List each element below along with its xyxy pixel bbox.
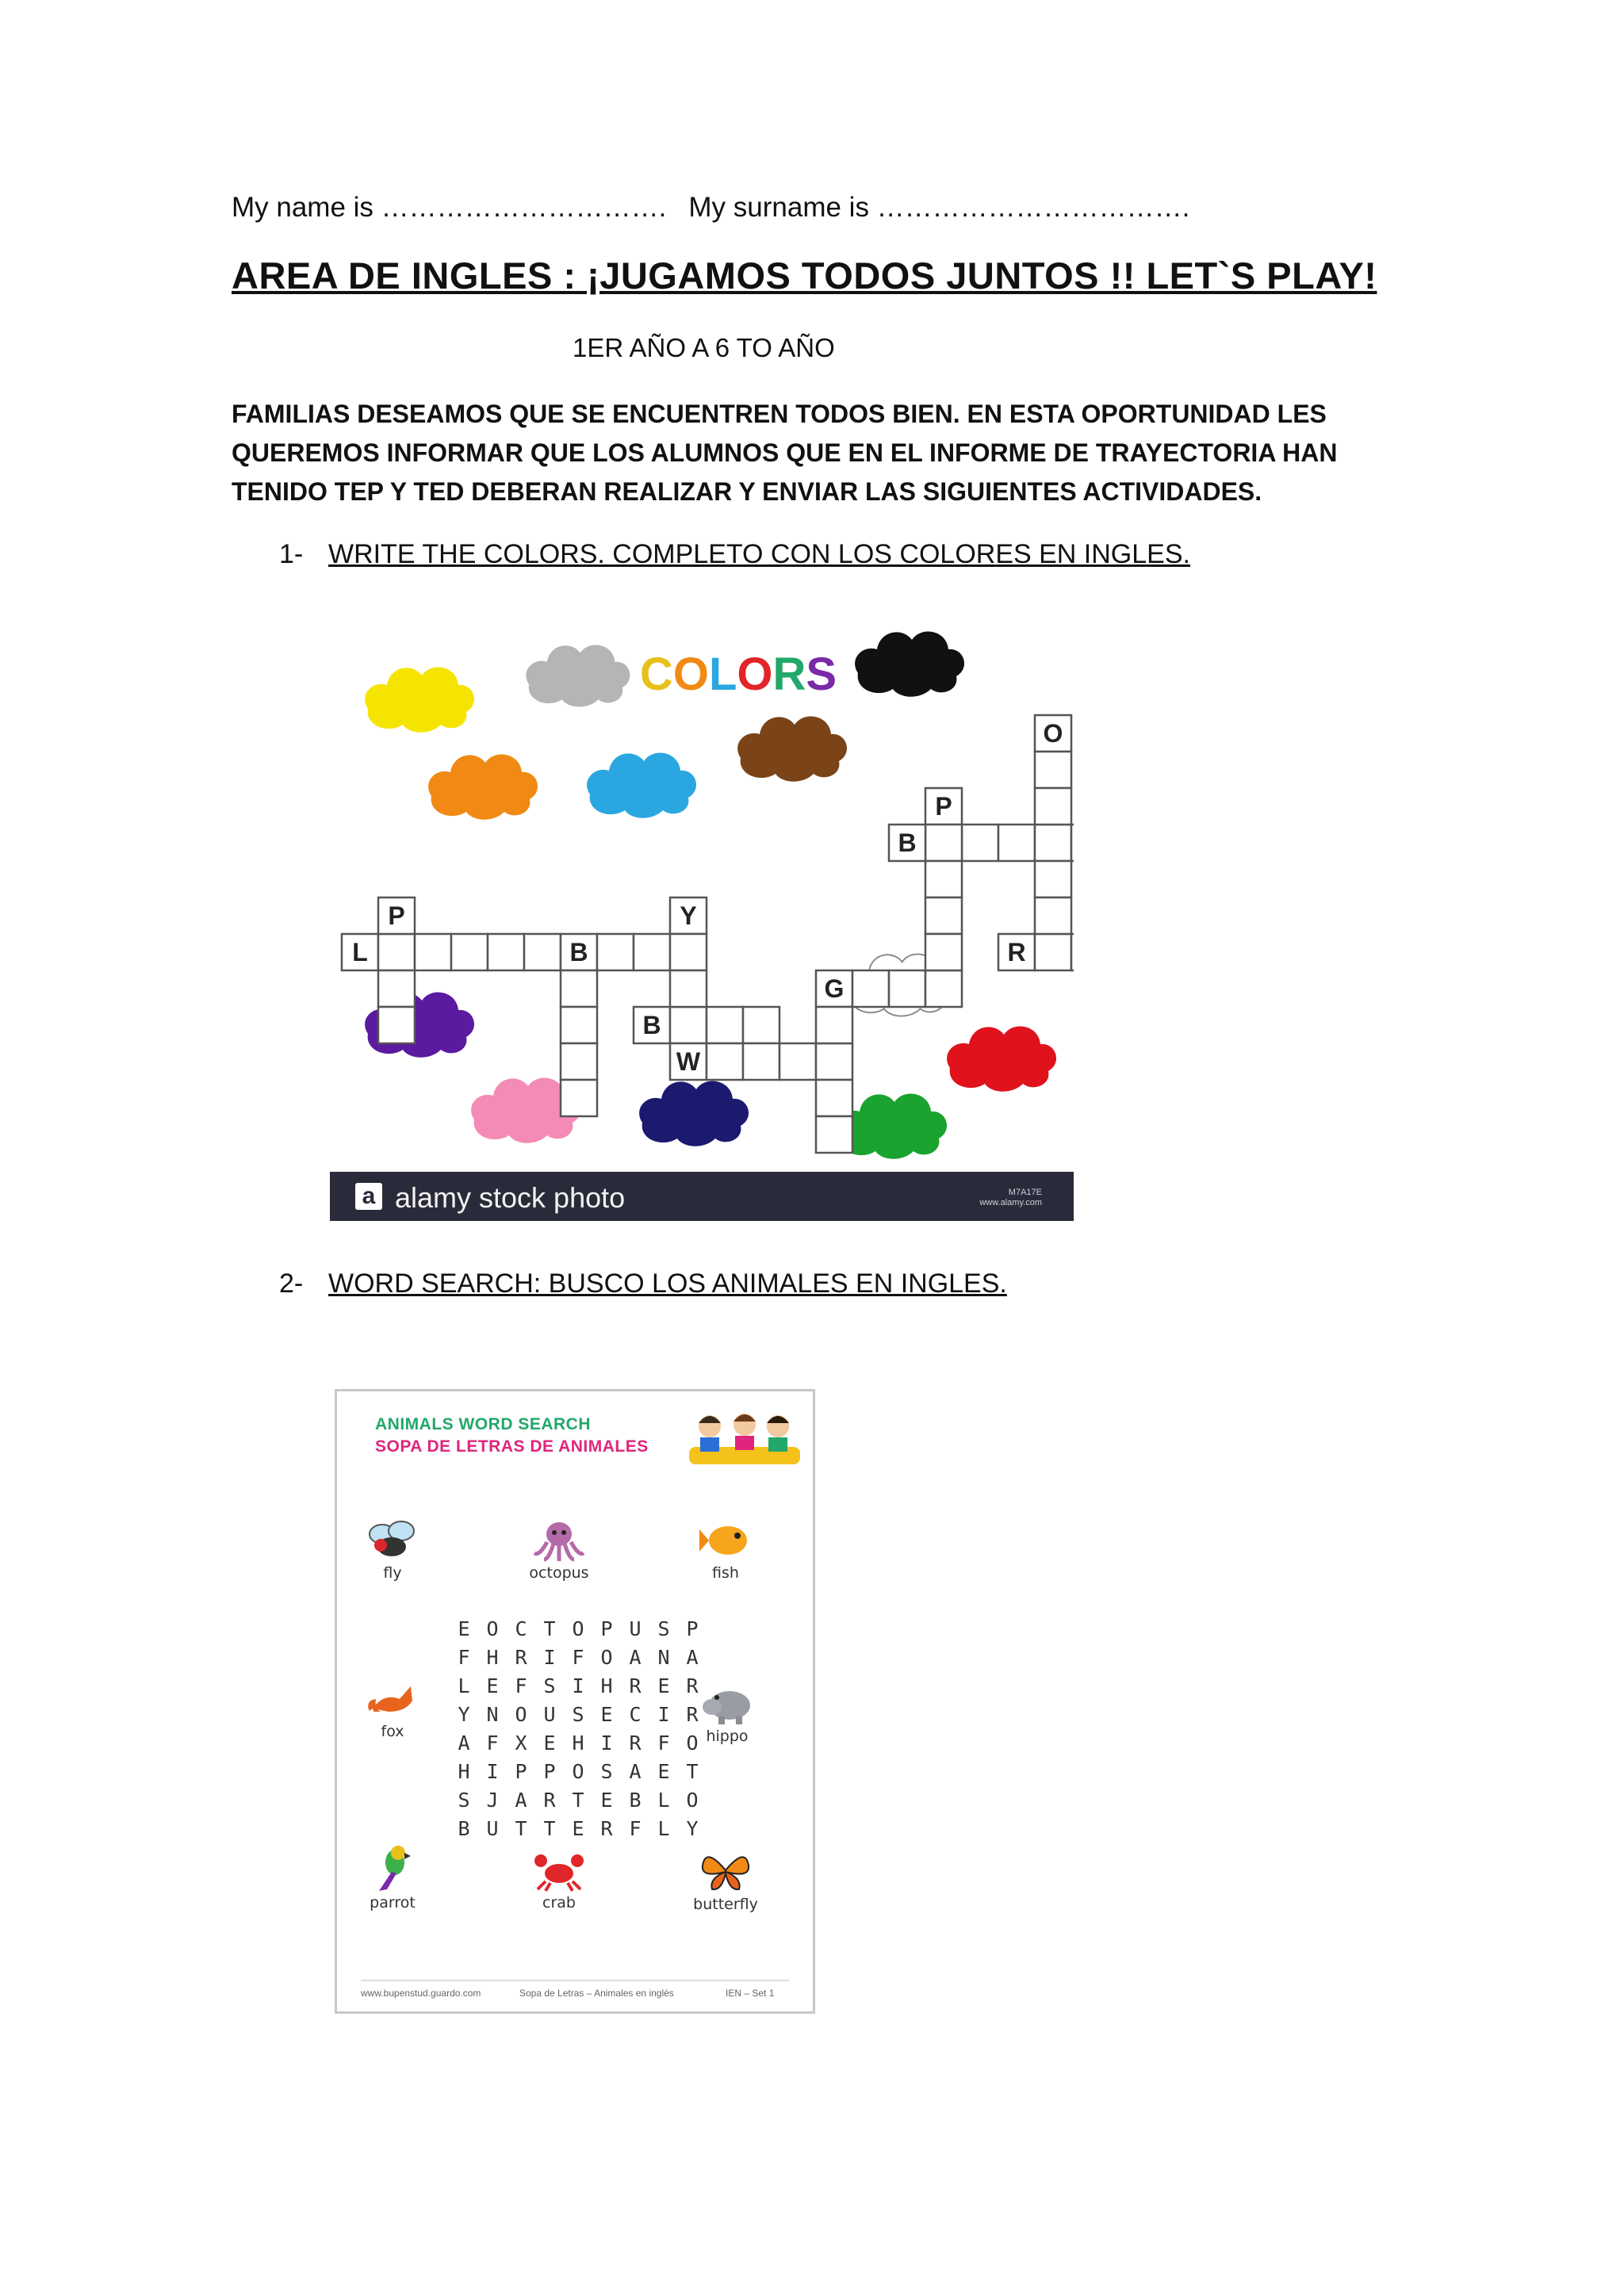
color-cloud [526,645,630,706]
grid-letter[interactable]: A [629,1760,642,1783]
grid-letter[interactable]: I [600,1732,613,1755]
grid-letter[interactable]: P [686,1617,699,1640]
crossword-clue-letter: P [935,792,952,821]
activity-1-number: 1- [279,539,304,569]
grid-letter[interactable]: R [543,1789,556,1812]
crossword-cell[interactable] [816,1043,852,1080]
activity-2-text: WORD SEARCH: BUSCO LOS ANIMALES EN INGLES. [328,1269,1007,1299]
parrot-icon [365,1843,420,1892]
crossword-cell[interactable] [816,1080,852,1116]
watermark-text: alamy stock photo [395,1181,626,1214]
grid-row [450,1615,707,1644]
crossword-clue-letter: B [898,828,917,857]
crossword-cell[interactable] [451,934,488,970]
surname-field-label[interactable]: My surname is ……………………………. [688,192,1190,223]
crossword-cell[interactable] [889,970,925,1007]
animal-fox [345,1677,440,1740]
crossword-cell[interactable] [378,934,415,970]
grid-letter[interactable]: F [515,1674,527,1697]
color-cloud [587,753,696,818]
octopus-icon [531,1518,587,1563]
fish-label: fish [712,1564,739,1582]
grid-letter[interactable]: O [515,1703,527,1726]
crab-label: crab [542,1894,576,1911]
animal-octopus [511,1518,607,1582]
grid-letter[interactable]: E [458,1617,470,1640]
grid-letter[interactable]: N [657,1646,670,1669]
crossword-cell[interactable] [1035,788,1071,825]
crab-icon [531,1848,587,1892]
grid-letter[interactable]: A [515,1789,527,1812]
octopus-label: octopus [529,1564,589,1582]
grid-letter[interactable]: E [657,1674,670,1697]
grid-letter[interactable]: C [515,1617,527,1640]
grid-letter[interactable]: J [486,1789,499,1812]
activity-2-number: 2- [279,1269,304,1299]
grid-letter[interactable]: F [657,1732,670,1755]
grid-letter[interactable]: E [600,1703,613,1726]
crossword-cell[interactable] [707,1007,743,1043]
color-cloud [428,755,538,820]
wordsearch-title-en: ANIMALS WORD SEARCH [375,1415,591,1433]
crossword-cell[interactable] [670,1007,707,1043]
grid-row [450,1815,707,1843]
grid-letter[interactable]: A [629,1646,642,1669]
crossword-cell[interactable] [816,1007,852,1043]
crossword-cell[interactable] [962,825,998,861]
animal-fly [345,1518,440,1582]
footer-code: IEN – Set 1 [726,1988,775,1999]
grid-letter[interactable]: I [572,1674,584,1697]
crossword-cell[interactable] [1035,861,1071,897]
grid-letter[interactable]: H [600,1674,613,1697]
intro-paragraph: FAMILIAS DESEAMOS QUE SE ENCUENTREN TODOS BIEN. EN ESTA OPORTUNIDAD LES QUEREMOS INFORMAR QUE LOS ALUMNOS QUE EN EL INFORME DE TRAYECTORIA HAN TENIDO TEP Y TED DEBERAN REALIZAR Y ENVIAR LAS SIGUIENTES ACTIVIDADES. [232,400,1338,506]
parrot-label: parrot [370,1894,416,1911]
crossword-cell[interactable] [707,1043,743,1080]
grid-letter[interactable]: F [486,1732,499,1755]
crossword-cell[interactable] [743,1007,779,1043]
fly-icon [365,1518,420,1563]
heading-letter: O [672,649,709,700]
watermark-bar [330,1172,1074,1221]
crossword-cell[interactable] [597,934,634,970]
heading-letter: S [806,649,837,700]
crossword-svg [330,610,1074,1172]
crossword-cell[interactable] [925,825,962,861]
fish-icon [698,1518,753,1563]
grid-letter[interactable]: B [458,1817,470,1840]
student-info-line [232,192,1189,224]
butterfly-icon [698,1846,753,1894]
crossword-cell[interactable] [561,1080,597,1116]
activity-1-text: WRITE THE COLORS. COMPLETO CON LOS COLORES EN INGLES. [328,539,1190,569]
color-cloud [855,632,964,697]
grid-letter[interactable]: E [486,1674,499,1697]
crossword-cell[interactable] [524,934,561,970]
hippo-label: hippo [706,1728,749,1745]
grid-letter[interactable]: R [629,1674,642,1697]
crossword-cell[interactable] [1035,752,1071,788]
crossword-cell[interactable] [488,934,524,970]
grid-letter[interactable]: S [458,1789,470,1812]
grid-letter[interactable]: O [686,1732,699,1755]
grid-letter[interactable]: U [543,1703,556,1726]
grid-letter[interactable]: S [657,1617,670,1640]
crossword-cell[interactable] [378,970,415,1007]
crossword-heading [640,649,837,700]
crossword-cell[interactable] [998,825,1035,861]
watermark-id [979,1188,1042,1208]
grid-letter[interactable]: O [572,1760,584,1783]
grid-letter[interactable]: P [600,1617,613,1640]
footer-site: www.bupenstud.guardo.com [361,1988,481,1999]
grid-row [450,1644,707,1672]
grid-letter[interactable]: I [486,1760,499,1783]
grid-row [450,1672,707,1701]
heading-letter: L [708,649,737,700]
grid-letter[interactable]: A [458,1732,470,1755]
crossword-cell[interactable] [561,1007,597,1043]
grid-row [450,1729,707,1758]
crossword-cell[interactable] [670,970,707,1007]
crossword-cell[interactable] [925,970,962,1007]
crossword-cell[interactable] [925,934,962,970]
grid-letter[interactable]: O [686,1789,699,1812]
wordsearch-title-es: SOPA DE LETRAS DE ANIMALES [375,1437,649,1456]
grid-letter[interactable]: E [572,1817,584,1840]
crossword-clue-letter: L [352,938,368,966]
grid-letter[interactable]: F [572,1646,584,1669]
grid-letter[interactable]: I [657,1703,670,1726]
crossword-cell[interactable] [1071,825,1074,861]
grid-letter[interactable]: O [572,1617,584,1640]
grid-letter[interactable]: T [543,1817,556,1840]
hippo-icon [699,1682,755,1726]
crossword-cell[interactable] [1035,934,1071,970]
color-cloud [837,1094,947,1159]
color-cloud [737,717,847,782]
animal-fish [678,1518,773,1582]
grid-letter[interactable]: T [543,1617,556,1640]
animal-butterfly [678,1846,773,1913]
grid-letter[interactable]: A [686,1646,699,1669]
heading-letter: O [737,649,773,700]
grid-letter[interactable]: F [629,1817,642,1840]
page-title: AREA DE INGLES : ¡JUGAMOS TODOS JUNTOS !! LET`S PLAY! [232,254,1377,297]
grid-letter[interactable]: T [572,1789,584,1812]
crossword-clue-letter: O [1043,719,1063,748]
watermark-image-id: M7A17E [1008,1188,1042,1197]
grid-letter[interactable]: I [543,1646,556,1669]
crossword-clue-letter: W [676,1047,701,1076]
crossword-clue-letter: P [388,901,405,930]
grid-letter[interactable]: E [600,1789,613,1812]
grid-row [450,1758,707,1786]
grid-letter[interactable]: O [600,1646,613,1669]
grid-letter[interactable]: U [486,1817,499,1840]
crossword-cell[interactable] [816,1116,852,1153]
crossword-cell[interactable] [743,1043,779,1080]
grid-letter[interactable]: P [515,1760,527,1783]
grid-letter[interactable]: L [458,1674,470,1697]
butterfly-label: butterfly [693,1896,758,1913]
crossword-clue-letter: Y [680,901,697,930]
crossword-cell[interactable] [1071,934,1074,970]
grid-letter[interactable]: N [486,1703,499,1726]
fox-label: fox [381,1723,404,1740]
grid-letter[interactable]: R [686,1703,699,1726]
alamy-logo: a [355,1183,382,1210]
grid-letter[interactable]: X [515,1732,527,1755]
crossword-cell[interactable] [561,1043,597,1080]
grid-letter[interactable]: S [600,1760,613,1783]
grid-letter[interactable]: E [543,1732,556,1755]
grid-letter[interactable]: O [486,1617,499,1640]
animal-crab [511,1848,607,1911]
kids-logo-icon [686,1406,803,1469]
name-field-label[interactable]: My name is …………………………. [232,192,667,223]
grid-letter[interactable]: Y [458,1703,470,1726]
grid-letter[interactable]: C [629,1703,642,1726]
grid-letter[interactable]: H [572,1732,584,1755]
grid-letter[interactable]: R [686,1674,699,1697]
crossword-cell[interactable] [561,970,597,1007]
crossword-cell[interactable] [415,934,451,970]
grid-letter[interactable]: R [629,1732,642,1755]
crossword-cell[interactable] [779,1043,816,1080]
animal-parrot [345,1843,440,1911]
grid-letter[interactable]: R [600,1817,613,1840]
grid-letter[interactable]: T [515,1817,527,1840]
crossword-clue-letter: G [824,974,845,1003]
color-cloud [947,1027,1056,1092]
grid-letter[interactable]: Y [686,1817,699,1840]
grid-letter[interactable]: F [458,1646,470,1669]
fly-label: fly [383,1564,402,1582]
colors-crossword-image [330,610,1074,1221]
grid-letter[interactable]: S [543,1674,556,1697]
crossword-cell[interactable] [852,970,889,1007]
crossword-clue-letter: B [642,1011,661,1039]
activity-2 [279,1269,1007,1299]
grid-letter[interactable]: U [629,1617,642,1640]
footer-desc: Sopa de Letras – Animales en inglés [519,1988,674,1999]
grid-row [450,1786,707,1815]
grade-range: 1ER AÑO A 6 TO AÑO [573,333,835,362]
crossword-clue-letter: R [1007,938,1026,966]
grid-letter[interactable]: R [515,1646,527,1669]
color-cloud [365,668,474,733]
heading-letter: R [772,649,806,700]
crossword-cell[interactable] [670,934,707,970]
wordsearch-footer [361,1980,789,1999]
grid-letter[interactable]: L [657,1817,670,1840]
grid-row [450,1701,707,1729]
grid-letter[interactable]: T [686,1760,699,1783]
grid-letter[interactable]: P [543,1760,556,1783]
animals-wordsearch-image [335,1389,815,2014]
activity-1 [279,539,1190,570]
grid-letter[interactable]: H [458,1760,470,1783]
watermark-site: www.alamy.com [979,1198,1042,1207]
color-cloud [639,1081,749,1146]
crossword-cell[interactable] [378,1007,415,1043]
grid-letter[interactable]: L [657,1789,670,1812]
crossword-cell[interactable] [925,897,962,934]
crossword-clue-letter: B [569,938,588,966]
letter-grid [450,1615,707,1843]
grid-letter[interactable]: B [629,1789,642,1812]
crossword-cell[interactable] [1035,825,1071,861]
crossword-cell[interactable] [634,934,670,970]
grid-letter[interactable]: H [486,1646,499,1669]
heading-letter: C [639,649,673,700]
fox-icon [365,1677,420,1721]
crossword-cell[interactable] [1035,897,1071,934]
grid-letter[interactable]: E [657,1760,670,1783]
grid-letter[interactable]: S [572,1703,584,1726]
crossword-cell[interactable] [925,861,962,897]
